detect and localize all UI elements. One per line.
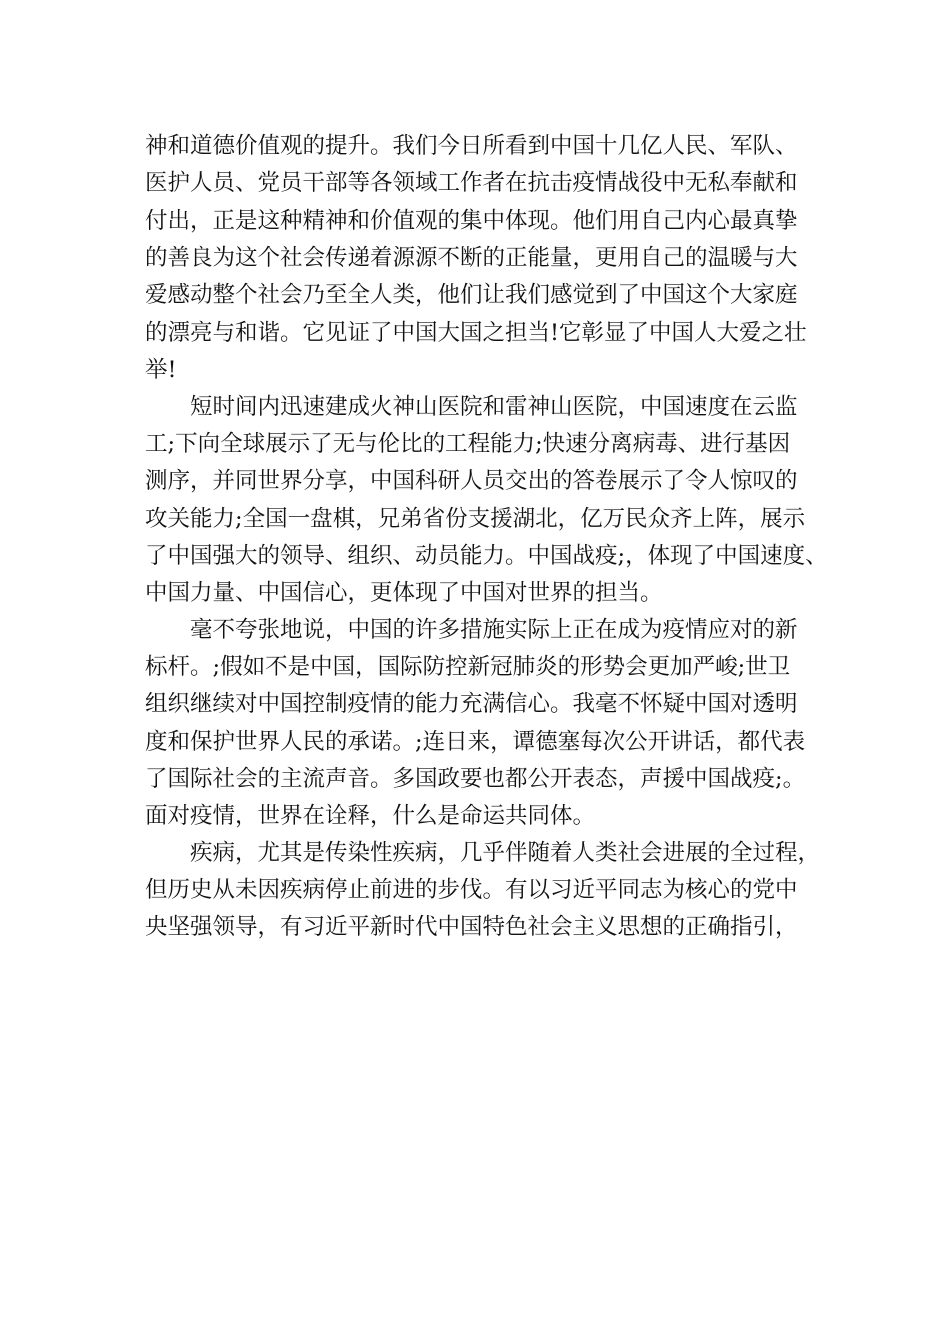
- text-line: 测序，并同世界分享，中国科研人员交出的答卷展示了令人惊叹的: [145, 468, 798, 494]
- text-line: 标杆。;假如不是中国，国际防控新冠肺炎的形势会更加严峻;世卫: [145, 654, 791, 680]
- text-line: 工;下向全球展示了无与伦比的工程能力;快速分离病毒、进行基因: [145, 431, 791, 457]
- text-line: 度和保护世界人民的承诺。;连日来，谭德塞每次公开讲话，都代表: [145, 729, 806, 755]
- text-line: 中国力量、中国信心，更体现了中国对世界的担当。: [145, 580, 663, 606]
- text-line: 付出，正是这种精神和价值观的集中体现。他们用自己内心最真挚: [145, 208, 798, 234]
- paragraph-first-line: 毫不夸张地说，中国的许多措施实际上正在成为疫情应对的新: [190, 617, 798, 643]
- text-line: 攻关能力;全国一盘棋，兄弟省份支援湖北，亿万民众齐上阵，展示: [145, 506, 806, 532]
- text-line: 了中国强大的领导、组织、动员能力。中国战疫;，体现了中国速度、: [145, 543, 828, 569]
- paragraph-first-line: 短时间内迅速建成火神山医院和雷神山医院，中国速度在云监: [190, 394, 798, 420]
- text-line: 的漂亮与和谐。它见证了中国大国之担当!它彰显了中国人大爱之壮: [145, 320, 807, 346]
- text-line: 央坚强领导，有习近平新时代中国特色社会主义思想的正确指引，: [145, 914, 798, 940]
- text-line: 举!: [145, 357, 177, 383]
- text-line: 医护人员、党员干部等各领域工作者在抗击疫情战役中无私奉献和: [145, 170, 798, 196]
- text-line: 爱感动整个社会乃至全人类，他们让我们感觉到了中国这个大家庭: [145, 282, 798, 308]
- text-line: 但历史从未因疾病停止前进的步伐。有以习近平同志为核心的党中: [145, 877, 798, 903]
- text-line: 神和道德价值观的提升。我们今日所看到中国十几亿人民、军队、: [145, 133, 798, 159]
- text-line: 的善良为这个社会传递着源源不断的正能量，更用自己的温暖与大: [145, 245, 798, 271]
- text-line: 了国际社会的主流声音。多国政要也都公开表态，声援中国战疫;。: [145, 766, 806, 792]
- paragraph-first-line: 疾病，尤其是传染性疾病，几乎伴随着人类社会进展的全过程，: [190, 840, 821, 866]
- text-line: 组织继续对中国控制疫情的能力充满信心。我毫不怀疑中国对透明: [145, 691, 798, 717]
- text-line: 面对疫情，世界在诠释，什么是命运共同体。: [145, 803, 596, 829]
